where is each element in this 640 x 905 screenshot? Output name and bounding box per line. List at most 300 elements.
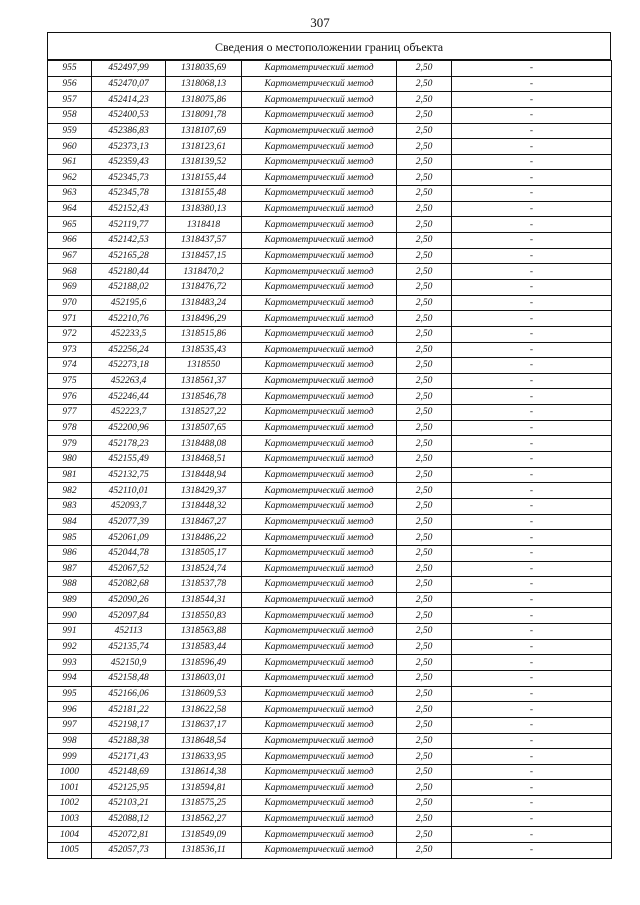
coordinate-y-cell: 1318488,08: [166, 436, 242, 452]
coordinate-y-cell: 1318468,51: [166, 452, 242, 468]
coordinate-x-cell: 452067,52: [92, 561, 166, 577]
boundary-coordinates-sheet: [47, 32, 611, 859]
method-cell: Картометрический метод: [242, 780, 397, 796]
method-cell: Картометрический метод: [242, 76, 397, 92]
coordinate-x-cell: 452132,75: [92, 467, 166, 483]
method-cell: Картометрический метод: [242, 201, 397, 217]
method-cell: Картометрический метод: [242, 420, 397, 436]
accuracy-cell: 2,50: [397, 420, 452, 436]
coordinate-x-cell: 452181,22: [92, 702, 166, 718]
table-row: [48, 436, 612, 452]
table-row: [48, 154, 612, 170]
table-row: [48, 843, 612, 859]
accuracy-cell: 2,50: [397, 545, 452, 561]
note-cell: -: [452, 811, 612, 827]
table-row: [48, 233, 612, 249]
note-cell: -: [452, 92, 612, 108]
table-row: [48, 279, 612, 295]
table-row: [48, 311, 612, 327]
accuracy-cell: 2,50: [397, 827, 452, 843]
page-number: 307: [310, 15, 330, 30]
point-number-cell: 982: [48, 483, 92, 499]
coordinates-table-body: [48, 61, 612, 859]
note-cell: -: [452, 170, 612, 186]
note-cell: -: [452, 467, 612, 483]
coordinate-x-cell: 452198,17: [92, 717, 166, 733]
point-number-cell: 972: [48, 326, 92, 342]
note-cell: -: [452, 373, 612, 389]
table-row: [48, 264, 612, 280]
coordinate-x-cell: 452178,23: [92, 436, 166, 452]
accuracy-cell: 2,50: [397, 530, 452, 546]
table-row: [48, 811, 612, 827]
table-row: [48, 717, 612, 733]
table-row: [48, 483, 612, 499]
table-row: [48, 749, 612, 765]
accuracy-cell: 2,50: [397, 655, 452, 671]
coordinate-x-cell: 452200,96: [92, 420, 166, 436]
method-cell: Картометрический метод: [242, 624, 397, 640]
point-number-cell: 994: [48, 670, 92, 686]
method-cell: Картометрический метод: [242, 123, 397, 139]
note-cell: -: [452, 311, 612, 327]
coordinate-x-cell: 452135,74: [92, 639, 166, 655]
coordinate-y-cell: 1318476,72: [166, 279, 242, 295]
accuracy-cell: 2,50: [397, 764, 452, 780]
note-cell: -: [452, 686, 612, 702]
note-cell: -: [452, 295, 612, 311]
point-number-cell: 999: [48, 749, 92, 765]
coordinate-y-cell: 1318562,27: [166, 811, 242, 827]
table-row: [48, 577, 612, 593]
accuracy-cell: 2,50: [397, 233, 452, 249]
note-cell: -: [452, 186, 612, 202]
method-cell: Картометрический метод: [242, 608, 397, 624]
coordinate-y-cell: 1318550,83: [166, 608, 242, 624]
accuracy-cell: 2,50: [397, 436, 452, 452]
accuracy-cell: 2,50: [397, 717, 452, 733]
point-number-cell: 968: [48, 264, 92, 280]
coordinate-y-cell: 1318429,37: [166, 483, 242, 499]
point-number-cell: 957: [48, 92, 92, 108]
accuracy-cell: 2,50: [397, 92, 452, 108]
point-number-cell: 1002: [48, 796, 92, 812]
method-cell: Картометрический метод: [242, 436, 397, 452]
method-cell: Картометрический метод: [242, 577, 397, 593]
method-cell: Картометрический метод: [242, 452, 397, 468]
coordinate-x-cell: 452400,53: [92, 107, 166, 123]
table-row: [48, 76, 612, 92]
table-row: [48, 498, 612, 514]
note-cell: -: [452, 498, 612, 514]
coordinate-x-cell: 452166,06: [92, 686, 166, 702]
coordinate-x-cell: 452077,39: [92, 514, 166, 530]
point-number-cell: 985: [48, 530, 92, 546]
coordinate-y-cell: 1318609,53: [166, 686, 242, 702]
accuracy-cell: 2,50: [397, 702, 452, 718]
point-number-cell: 989: [48, 592, 92, 608]
note-cell: -: [452, 702, 612, 718]
point-number-cell: 958: [48, 107, 92, 123]
accuracy-cell: 2,50: [397, 326, 452, 342]
coordinate-y-cell: 1318550: [166, 358, 242, 374]
note-cell: -: [452, 154, 612, 170]
note-cell: -: [452, 827, 612, 843]
table-row: [48, 592, 612, 608]
table-row: [48, 248, 612, 264]
note-cell: -: [452, 358, 612, 374]
coordinate-y-cell: 1318068,13: [166, 76, 242, 92]
coordinate-x-cell: 452119,77: [92, 217, 166, 233]
coordinate-y-cell: 1318614,38: [166, 764, 242, 780]
note-cell: -: [452, 279, 612, 295]
method-cell: Картометрический метод: [242, 389, 397, 405]
coordinate-y-cell: 1318544,31: [166, 592, 242, 608]
coordinate-x-cell: 452359,43: [92, 154, 166, 170]
coordinate-x-cell: 452273,18: [92, 358, 166, 374]
accuracy-cell: 2,50: [397, 217, 452, 233]
table-row: [48, 686, 612, 702]
note-cell: -: [452, 123, 612, 139]
method-cell: Картометрический метод: [242, 561, 397, 577]
method-cell: Картометрический метод: [242, 358, 397, 374]
coordinate-y-cell: 1318596,49: [166, 655, 242, 671]
method-cell: Картометрический метод: [242, 186, 397, 202]
coordinate-y-cell: 1318515,86: [166, 326, 242, 342]
coordinate-x-cell: 452061,09: [92, 530, 166, 546]
coordinate-y-cell: 1318123,61: [166, 139, 242, 155]
method-cell: Картометрический метод: [242, 670, 397, 686]
coordinate-x-cell: 452152,43: [92, 201, 166, 217]
coordinate-x-cell: 452180,44: [92, 264, 166, 280]
coordinates-table: [47, 60, 612, 859]
method-cell: Картометрический метод: [242, 530, 397, 546]
coordinate-x-cell: 452497,99: [92, 61, 166, 77]
point-number-cell: 995: [48, 686, 92, 702]
coordinate-x-cell: 452171,43: [92, 749, 166, 765]
point-number-cell: 1003: [48, 811, 92, 827]
note-cell: -: [452, 608, 612, 624]
accuracy-cell: 2,50: [397, 61, 452, 77]
accuracy-cell: 2,50: [397, 483, 452, 499]
table-row: [48, 373, 612, 389]
table-row: [48, 342, 612, 358]
coordinate-y-cell: 1318507,65: [166, 420, 242, 436]
coordinate-x-cell: 452148,69: [92, 764, 166, 780]
note-cell: -: [452, 217, 612, 233]
coordinate-y-cell: 1318418: [166, 217, 242, 233]
coordinate-x-cell: 452150,9: [92, 655, 166, 671]
method-cell: Картометрический метод: [242, 796, 397, 812]
table-row: [48, 201, 612, 217]
coordinate-y-cell: 1318470,2: [166, 264, 242, 280]
note-cell: -: [452, 405, 612, 421]
method-cell: Картометрический метод: [242, 107, 397, 123]
point-number-cell: 997: [48, 717, 92, 733]
coordinate-y-cell: 1318155,44: [166, 170, 242, 186]
point-number-cell: 976: [48, 389, 92, 405]
coordinate-y-cell: 1318637,17: [166, 717, 242, 733]
note-cell: -: [452, 107, 612, 123]
table-row: [48, 796, 612, 812]
accuracy-cell: 2,50: [397, 186, 452, 202]
note-cell: -: [452, 764, 612, 780]
accuracy-cell: 2,50: [397, 780, 452, 796]
point-number-cell: 961: [48, 154, 92, 170]
point-number-cell: 971: [48, 311, 92, 327]
table-row: [48, 545, 612, 561]
table-row: [48, 639, 612, 655]
coordinate-x-cell: 452386,83: [92, 123, 166, 139]
accuracy-cell: 2,50: [397, 342, 452, 358]
accuracy-cell: 2,50: [397, 373, 452, 389]
note-cell: -: [452, 514, 612, 530]
accuracy-cell: 2,50: [397, 498, 452, 514]
note-cell: -: [452, 670, 612, 686]
coordinate-y-cell: 1318622,58: [166, 702, 242, 718]
method-cell: Картометрический метод: [242, 233, 397, 249]
accuracy-cell: 2,50: [397, 843, 452, 859]
coordinate-x-cell: 452110,01: [92, 483, 166, 499]
note-cell: -: [452, 624, 612, 640]
method-cell: Картометрический метод: [242, 92, 397, 108]
accuracy-cell: 2,50: [397, 279, 452, 295]
note-cell: -: [452, 561, 612, 577]
note-cell: -: [452, 749, 612, 765]
point-number-cell: 980: [48, 452, 92, 468]
table-row: [48, 561, 612, 577]
table-row: [48, 217, 612, 233]
accuracy-cell: 2,50: [397, 577, 452, 593]
coordinate-y-cell: 1318575,25: [166, 796, 242, 812]
table-row: [48, 608, 612, 624]
coordinate-y-cell: 1318549,09: [166, 827, 242, 843]
point-number-cell: 992: [48, 639, 92, 655]
table-row: [48, 92, 612, 108]
note-cell: -: [452, 139, 612, 155]
coordinate-y-cell: 1318563,88: [166, 624, 242, 640]
coordinate-y-cell: 1318035,69: [166, 61, 242, 77]
coordinate-y-cell: 1318524,74: [166, 561, 242, 577]
note-cell: -: [452, 545, 612, 561]
table-row: [48, 764, 612, 780]
note-cell: -: [452, 326, 612, 342]
coordinate-x-cell: 452113: [92, 624, 166, 640]
coordinate-y-cell: 1318107,69: [166, 123, 242, 139]
table-row: [48, 405, 612, 421]
coordinate-x-cell: 452082,68: [92, 577, 166, 593]
note-cell: -: [452, 248, 612, 264]
point-number-cell: 986: [48, 545, 92, 561]
table-row: [48, 530, 612, 546]
coordinate-y-cell: 1318537,78: [166, 577, 242, 593]
coordinate-x-cell: 452246,44: [92, 389, 166, 405]
coordinate-y-cell: 1318633,95: [166, 749, 242, 765]
table-row: [48, 107, 612, 123]
note-cell: -: [452, 264, 612, 280]
accuracy-cell: 2,50: [397, 248, 452, 264]
accuracy-cell: 2,50: [397, 295, 452, 311]
coordinate-y-cell: 1318505,17: [166, 545, 242, 561]
note-cell: -: [452, 389, 612, 405]
coordinate-x-cell: 452142,53: [92, 233, 166, 249]
coordinate-y-cell: 1318536,11: [166, 843, 242, 859]
table-row: [48, 139, 612, 155]
coordinate-x-cell: 452414,23: [92, 92, 166, 108]
table-row: [48, 827, 612, 843]
point-number-cell: 991: [48, 624, 92, 640]
note-cell: -: [452, 342, 612, 358]
coordinate-x-cell: 452345,78: [92, 186, 166, 202]
method-cell: Картометрический метод: [242, 483, 397, 499]
table-row: [48, 733, 612, 749]
point-number-cell: 979: [48, 436, 92, 452]
method-cell: Картометрический метод: [242, 279, 397, 295]
accuracy-cell: 2,50: [397, 405, 452, 421]
coordinate-x-cell: 452097,84: [92, 608, 166, 624]
accuracy-cell: 2,50: [397, 811, 452, 827]
accuracy-cell: 2,50: [397, 639, 452, 655]
method-cell: Картометрический метод: [242, 702, 397, 718]
method-cell: Картометрический метод: [242, 592, 397, 608]
method-cell: Картометрический метод: [242, 545, 397, 561]
method-cell: Картометрический метод: [242, 326, 397, 342]
point-number-cell: 966: [48, 233, 92, 249]
note-cell: -: [452, 436, 612, 452]
table-row: [48, 389, 612, 405]
point-number-cell: 988: [48, 577, 92, 593]
point-number-cell: 1001: [48, 780, 92, 796]
coordinate-x-cell: 452072,81: [92, 827, 166, 843]
coordinate-x-cell: 452345,73: [92, 170, 166, 186]
method-cell: Картометрический метод: [242, 170, 397, 186]
method-cell: Картометрический метод: [242, 405, 397, 421]
point-number-cell: 962: [48, 170, 92, 186]
point-number-cell: 983: [48, 498, 92, 514]
point-number-cell: 1005: [48, 843, 92, 859]
coordinate-x-cell: 452044,78: [92, 545, 166, 561]
table-row: [48, 295, 612, 311]
coordinate-y-cell: 1318467,27: [166, 514, 242, 530]
note-cell: -: [452, 452, 612, 468]
table-row: [48, 326, 612, 342]
point-number-cell: 964: [48, 201, 92, 217]
table-row: [48, 670, 612, 686]
note-cell: -: [452, 780, 612, 796]
method-cell: Картометрический метод: [242, 154, 397, 170]
note-cell: -: [452, 717, 612, 733]
point-number-cell: 973: [48, 342, 92, 358]
coordinate-x-cell: 452088,12: [92, 811, 166, 827]
coordinate-x-cell: 452256,24: [92, 342, 166, 358]
table-row: [48, 780, 612, 796]
method-cell: Картометрический метод: [242, 342, 397, 358]
point-number-cell: 996: [48, 702, 92, 718]
note-cell: -: [452, 483, 612, 499]
accuracy-cell: 2,50: [397, 733, 452, 749]
coordinate-y-cell: 1318483,24: [166, 295, 242, 311]
accuracy-cell: 2,50: [397, 749, 452, 765]
method-cell: Картометрический метод: [242, 749, 397, 765]
point-number-cell: 959: [48, 123, 92, 139]
point-number-cell: 974: [48, 358, 92, 374]
point-number-cell: 967: [48, 248, 92, 264]
coordinate-x-cell: 452188,38: [92, 733, 166, 749]
table-row: [48, 61, 612, 77]
coordinate-y-cell: 1318496,29: [166, 311, 242, 327]
coordinate-x-cell: 452263,4: [92, 373, 166, 389]
coordinate-y-cell: 1318583,44: [166, 639, 242, 655]
point-number-cell: 993: [48, 655, 92, 671]
coordinate-y-cell: 1318075,86: [166, 92, 242, 108]
method-cell: Картометрический метод: [242, 139, 397, 155]
method-cell: Картометрический метод: [242, 733, 397, 749]
coordinate-x-cell: 452057,73: [92, 843, 166, 859]
method-cell: Картометрический метод: [242, 827, 397, 843]
coordinate-x-cell: 452223,7: [92, 405, 166, 421]
table-row: [48, 624, 612, 640]
note-cell: -: [452, 639, 612, 655]
accuracy-cell: 2,50: [397, 561, 452, 577]
coordinate-y-cell: 1318594,81: [166, 780, 242, 796]
coordinate-y-cell: 1318486,22: [166, 530, 242, 546]
point-number-cell: 955: [48, 61, 92, 77]
coordinate-y-cell: 1318648,54: [166, 733, 242, 749]
point-number-cell: 960: [48, 139, 92, 155]
coordinate-y-cell: 1318091,78: [166, 107, 242, 123]
coordinate-y-cell: 1318561,37: [166, 373, 242, 389]
note-cell: -: [452, 655, 612, 671]
coordinate-y-cell: 1318380,13: [166, 201, 242, 217]
method-cell: Картометрический метод: [242, 311, 397, 327]
method-cell: Картометрический метод: [242, 295, 397, 311]
table-row: [48, 514, 612, 530]
point-number-cell: 998: [48, 733, 92, 749]
accuracy-cell: 2,50: [397, 139, 452, 155]
accuracy-cell: 2,50: [397, 452, 452, 468]
point-number-cell: 970: [48, 295, 92, 311]
method-cell: Картометрический метод: [242, 655, 397, 671]
coordinate-y-cell: 1318448,32: [166, 498, 242, 514]
coordinate-y-cell: 1318527,22: [166, 405, 242, 421]
coordinate-y-cell: 1318535,43: [166, 342, 242, 358]
coordinate-y-cell: 1318448,94: [166, 467, 242, 483]
method-cell: Картометрический метод: [242, 217, 397, 233]
method-cell: Картометрический метод: [242, 467, 397, 483]
accuracy-cell: 2,50: [397, 686, 452, 702]
point-number-cell: 984: [48, 514, 92, 530]
accuracy-cell: 2,50: [397, 592, 452, 608]
table-row: [48, 452, 612, 468]
coordinate-x-cell: 452233,5: [92, 326, 166, 342]
note-cell: -: [452, 843, 612, 859]
coordinate-x-cell: 452103,21: [92, 796, 166, 812]
point-number-cell: 981: [48, 467, 92, 483]
coordinate-y-cell: 1318546,78: [166, 389, 242, 405]
method-cell: Картометрический метод: [242, 686, 397, 702]
coordinate-x-cell: 452158,48: [92, 670, 166, 686]
method-cell: Картометрический метод: [242, 373, 397, 389]
section-title: Сведения о местоположении границ объекта: [47, 32, 611, 60]
accuracy-cell: 2,50: [397, 608, 452, 624]
coordinate-x-cell: 452125,95: [92, 780, 166, 796]
note-cell: -: [452, 577, 612, 593]
point-number-cell: 987: [48, 561, 92, 577]
method-cell: Картометрический метод: [242, 61, 397, 77]
note-cell: -: [452, 76, 612, 92]
note-cell: -: [452, 61, 612, 77]
accuracy-cell: 2,50: [397, 311, 452, 327]
